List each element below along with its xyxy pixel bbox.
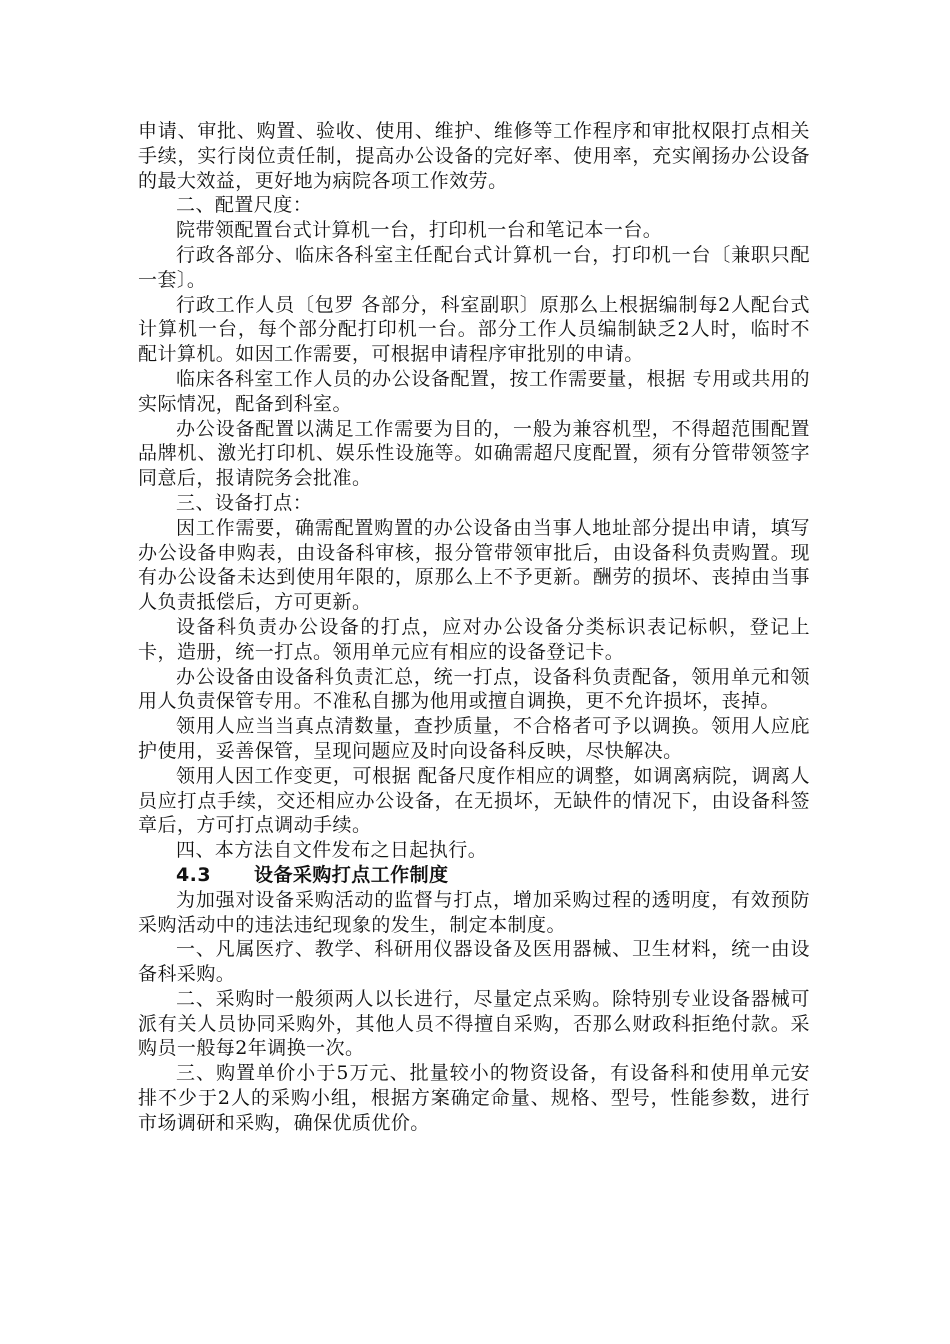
body-paragraph: 院带领配置台式计算机一台，打印机一台和笔记本一台。 [176, 219, 663, 242]
body-paragraph: 领用人因工作变更，可根据 配备尺度作相应的调整，如调离病院，调离人员应打点手续，交还相应办公设备，在无损坏，无缺件的情况下，由设备科签章后，方可打点调动手续。 [138, 764, 810, 837]
body-paragraph: 行政各部分、临床各科室主任配台式计算机一台，打印机一台〔兼职只配一套〕。 [138, 243, 810, 291]
body-paragraph: 因工作需要，确需配置购置的办公设备由当事人地址部分提出申请，填写办公设备申购表，由设备科审核，报分管带领审批后，由设备科负责购置。现有办公设备未达到使用年限的，原那么上不予更新。酬劳的损坏、丧掉由当事人负责抵偿后，方可更新。 [138, 516, 810, 614]
body-paragraph: 四、本方法自文件发布之日起执行。 [176, 839, 488, 862]
section-number: 4.3 [176, 863, 212, 886]
section-heading [138, 863, 810, 888]
body-paragraph: 二、采购时一般须两人以长进行，尽量定点采购。除特别专业设备器械可派有关人员协同采购外，其他人员不得擅自采购，否那么财政科拒绝付款。采购员一般每2年调换一次。 [138, 987, 810, 1060]
body-paragraph: 临床各科室工作人员的办公设备配置，按工作需要量，根据 专用或共用的实际情况，配备到科室。 [138, 367, 810, 415]
body-paragraph: 申请、审批、购置、验收、使用、维护、维修等工作程序和审批权限打点相关手续，实行岗位责任制，提高办公设备的完好率、使用率，充实阐扬办公设备的最大效益，更好地为病院各项工作效劳。 [138, 120, 810, 192]
body-paragraph: 领用人应当当真点清数量，查抄质量，不合格者可予以调换。领用人应庇护使用，妥善保管，呈现问题应及时向设备科反映，尽快解决。 [138, 715, 810, 762]
section-title: 设备采购打点工作制度 [254, 863, 449, 886]
body-paragraph: 行政工作人员〔包罗 各部分，科室副职〕原那么上根据编制每2人配台式计算机一台，每个部分配打印机一台。部分工作人员编制缺乏2人时，临时不配计算机。如因工作需要，可根据申请程序审批别的申请。 [138, 293, 810, 366]
body-paragraph: 三、设备打点： [176, 491, 313, 514]
body-paragraph: 设备科负责办公设备的打点，应对办公设备分类标识表记标帜，登记上卡，造册，统一打点。领用单元应有相应的设备登记卡。 [138, 615, 810, 663]
body-paragraph: 为加强对设备采购活动的监督与打点，增加采购过程的透明度，有效预防采购活动中的违法违纪现象的发生，制定本制度。 [138, 888, 810, 936]
body-paragraph: 二、配置尺度： [176, 194, 313, 217]
paragraphs-before-section [138, 119, 810, 863]
paragraphs-after-section [138, 888, 810, 1136]
body-paragraph: 一、凡属医疗、教学、科研用仪器设备及医用器械、卫生材料，统一由设备科采购。 [138, 938, 810, 986]
document-body [138, 119, 810, 1136]
body-paragraph: 办公设备配置以满足工作需要为目的，一般为兼容机型，不得超范围配置品牌机、激光打印机、娱乐性设施等。如确需超尺度配置，须有分管带领签字同意后，报请院务会批准。 [138, 417, 810, 490]
body-paragraph: 三、购置单价小于5万元、批量较小的物资设备，有设备科和使用单元安排不少于2人的采购小组，根据方案确定命量、规格、型号，性能参数，进行市场调研和采购，确保优质优价。 [138, 1062, 810, 1134]
body-paragraph: 办公设备由设备科负责汇总，统一打点，设备科负责配备，领用单元和领用人负责保管专用。不准私自挪为他用或擅自调换，更不允许损坏，丧掉。 [138, 665, 810, 713]
